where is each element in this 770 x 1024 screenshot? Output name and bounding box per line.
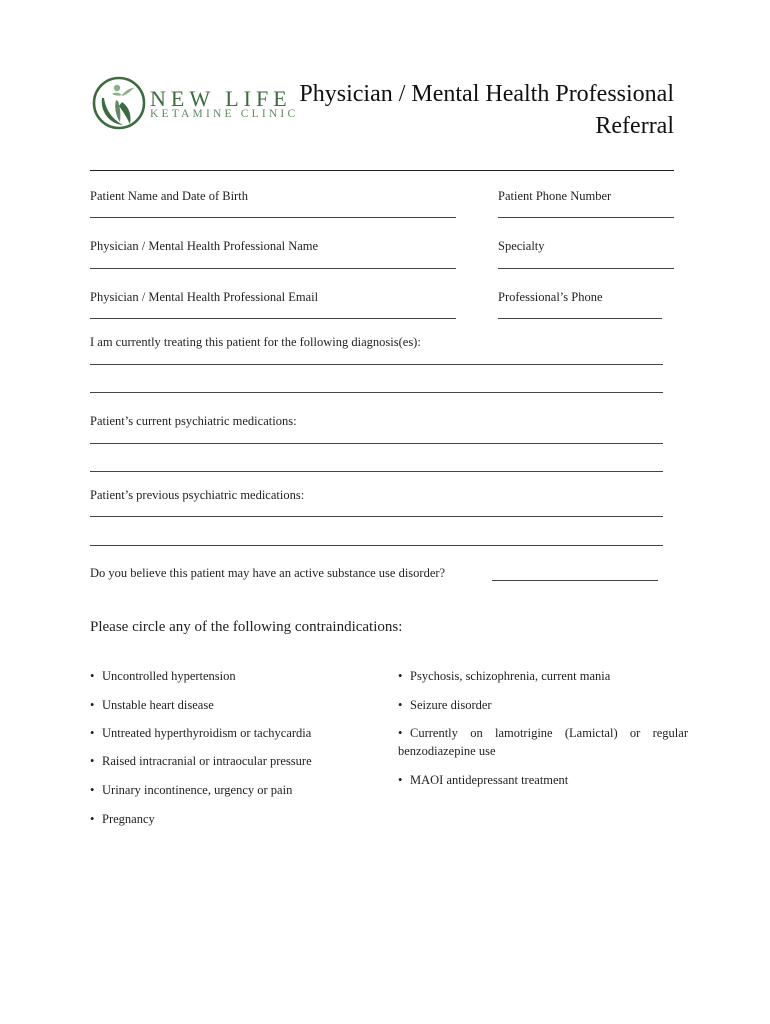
contraindication-item[interactable] [398, 771, 568, 789]
professional-phone-label: Professional’s Phone [498, 290, 603, 304]
contraindication-item[interactable] [90, 667, 236, 685]
bullet-icon: • [90, 726, 95, 740]
professional-email-line[interactable] [90, 318, 456, 319]
bullet-icon: • [90, 783, 95, 797]
current-meds-line-2[interactable] [90, 471, 663, 472]
current-meds-label: Patient’s current psychiatric medications: [90, 414, 297, 428]
professional-name-label: Physician / Mental Health Professional Name [90, 239, 319, 253]
bullet-icon: • [90, 754, 95, 768]
patient-name-dob-label: Patient Name and Date of Birth [90, 189, 248, 203]
title-divider [90, 170, 674, 171]
contraindication-label: Pregnancy [102, 812, 155, 826]
contraindication-item[interactable] [90, 752, 312, 770]
contraindication-label: Urinary incontinence, urgency or pain [102, 783, 293, 797]
contraindication-item[interactable] [90, 781, 292, 799]
previous-meds-label: Patient’s previous psychiatric medications: [90, 488, 305, 502]
diagnosis-line-2[interactable] [90, 392, 663, 393]
current-meds-line-1[interactable] [90, 443, 663, 444]
contraindication-label: Uncontrolled hypertension [102, 669, 236, 683]
bullet-icon: • [398, 726, 403, 740]
contraindications-heading: Please circle any of the following contraindications: [90, 619, 403, 635]
bullet-icon: • [90, 669, 95, 683]
contraindication-item[interactable] [398, 696, 492, 714]
clinic-logo [92, 76, 299, 136]
logo-name: NEW LIFE [150, 86, 292, 111]
bullet-icon: • [398, 773, 403, 787]
previous-meds-line-1[interactable] [90, 516, 663, 517]
patient-phone-label: Patient Phone Number [498, 189, 612, 203]
contraindication-label: MAOI antidepressant treatment [410, 773, 569, 787]
contraindication-label: Currently on lamotrigine (Lamictal) or regular benzodiazepine use [398, 726, 688, 758]
professional-name-line[interactable] [90, 268, 456, 269]
bullet-icon: • [398, 698, 403, 712]
contraindication-item[interactable] [398, 724, 688, 760]
contraindication-label: Unstable heart disease [102, 698, 214, 712]
contraindication-label: Seizure disorder [410, 698, 492, 712]
bullet-icon: • [90, 698, 95, 712]
contraindication-item[interactable] [90, 724, 311, 742]
title-line-2: Referral [595, 113, 674, 139]
bullet-icon: • [90, 812, 95, 826]
contraindication-item[interactable] [398, 667, 610, 685]
specialty-line[interactable] [498, 268, 674, 269]
patient-name-dob-line[interactable] [90, 217, 456, 218]
leaf-figure-logo-icon [92, 76, 146, 130]
substance-use-line[interactable] [492, 580, 658, 581]
contraindication-label: Raised intracranial or intraocular pressure [102, 754, 312, 768]
contraindication-item[interactable] [90, 696, 214, 714]
diagnosis-label: I am currently treating this patient for the following diagnosis(es): [90, 335, 421, 349]
diagnosis-line-1[interactable] [90, 364, 663, 365]
contraindication-label: Untreated hyperthyroidism or tachycardia [102, 726, 312, 740]
patient-phone-line[interactable] [498, 217, 674, 218]
contraindication-item[interactable] [90, 810, 155, 828]
professional-email-label: Physician / Mental Health Professional Email [90, 290, 319, 304]
contraindication-label: Psychosis, schizophrenia, current mania [410, 669, 611, 683]
professional-phone-line[interactable] [498, 318, 662, 319]
specialty-label: Specialty [498, 239, 545, 253]
bullet-icon: • [398, 669, 403, 683]
page-title [299, 78, 674, 142]
logo-subtitle: KETAMINE CLINIC [150, 108, 299, 120]
substance-use-label: Do you believe this patient may have an active substance use disorder? [90, 566, 446, 580]
previous-meds-line-2[interactable] [90, 545, 663, 546]
title-line-1: Physician / Mental Health Professional [299, 81, 674, 107]
